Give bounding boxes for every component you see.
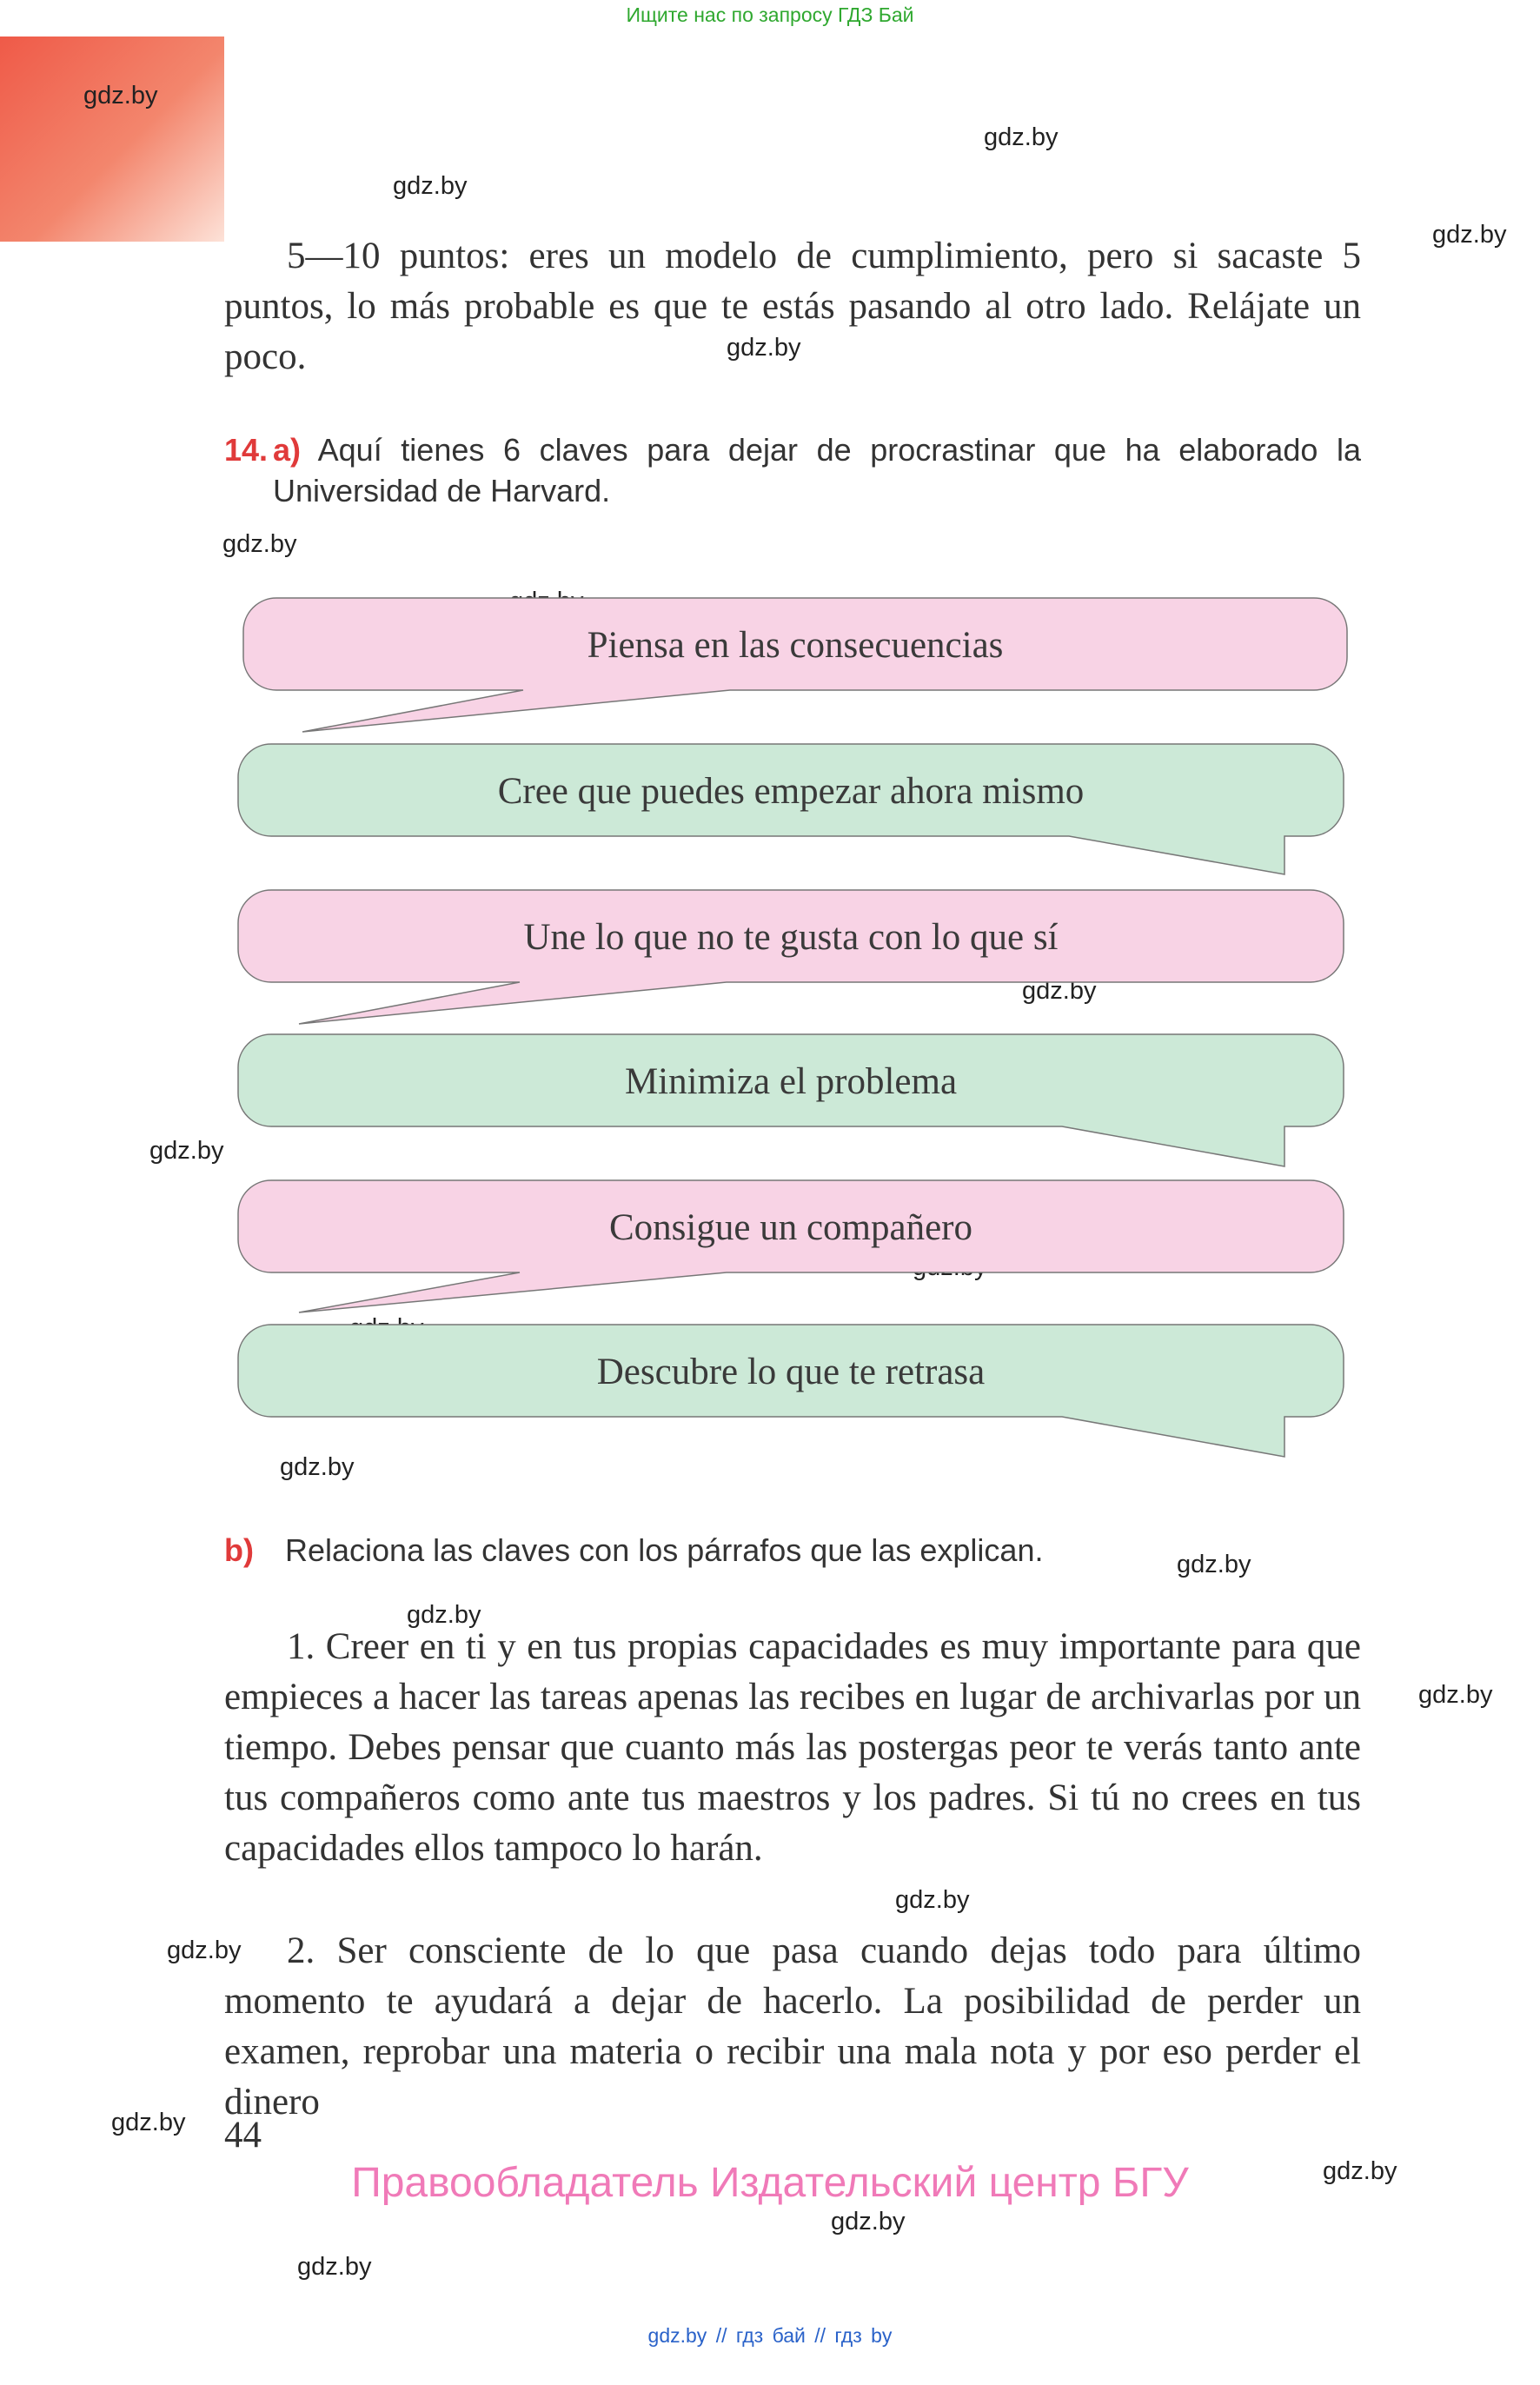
- watermark: gdz.by: [1432, 221, 1507, 249]
- watermark: gdz.by: [297, 2253, 372, 2281]
- key-label-2: Cree que puedes empezar ahora mismo: [497, 771, 1085, 812]
- task-14-part-b: [224, 1530, 1180, 1571]
- copyright-notice: Правообладатель Издательский центр БГУ: [351, 2160, 1189, 2206]
- part-b-text: Relaciona las claves con los párrafos que las explican.: [285, 1532, 1044, 1568]
- paragraph-2: 2. Ser consciente de lo que pasa cuando dejas todo para último momento te ayudará a dejar de hacerlo. La posibilidad de perder un examen, reprobar una materia o recibir una mala nota y por eso perder el dinero: [224, 1930, 1361, 2123]
- watermark: gdz.by: [727, 334, 801, 362]
- key-label-5: Consigue un compañero: [609, 1207, 972, 1248]
- watermark: gdz.by: [167, 1937, 242, 1964]
- watermark: gdz.by: [407, 1601, 481, 1629]
- watermark: gdz.by: [984, 123, 1059, 151]
- key-label-3: Une lo que no te gusta con lo que sí: [523, 917, 1059, 958]
- watermark: gdz.by: [1418, 1681, 1493, 1709]
- part-b-letter: b): [224, 1532, 254, 1568]
- part-a-letter: a): [273, 432, 302, 468]
- watermark: gdz.by: [111, 2109, 186, 2136]
- watermark: gdz.by: [1323, 2157, 1397, 2185]
- watermark: gdz.by: [83, 82, 158, 110]
- intro-paragraph: 5—10 puntos: eres un modelo de cumplimiento, pero si sacaste 5 puntos, lo más probable es que te estás pasando al otro lado. Relájate un poco.: [224, 236, 1361, 377]
- watermark: gdz.by: [393, 172, 468, 200]
- watermark: gdz.by: [831, 2208, 906, 2236]
- watermark: gdz.by: [280, 1453, 355, 1481]
- bottom-links[interactable]: gdz.by // гдз бай // гдз by: [647, 2324, 893, 2347]
- key-label-4: Minimiza el problema: [624, 1061, 958, 1102]
- part-a-text: Aquí tienes 6 claves para dejar de procrastinar que ha elaborado la Universidad de Harvard.: [273, 432, 1362, 508]
- task-number: 14.: [224, 432, 269, 468]
- paragraph-1: 1. Creer en ti y en tus propias capacidades es muy importante para que empieces a hacer las tareas apenas las recibes en lugar de archivarlas por un tiempo. Debes pensar que cuanto más las postergas peor te verás tanto ante tus compañeros como ante tus maestros y los padres. Si tú no crees en tus capacidades ellos tampoco lo harán.: [224, 1626, 1361, 1869]
- top-search-banner: Ищите нас по запросу ГДЗ Бай: [626, 3, 914, 26]
- watermark: gdz.by: [222, 530, 297, 558]
- key-label-1: Piensa en las consecuencias: [587, 625, 1004, 666]
- watermark: gdz.by: [1177, 1551, 1251, 1578]
- watermark: gdz.by: [149, 1137, 224, 1165]
- key-label-6: Descubre lo que te retrasa: [596, 1352, 986, 1392]
- watermark: gdz.by: [1022, 977, 1097, 1005]
- page-number: 44: [224, 2115, 262, 2156]
- watermark: gdz.by: [895, 1886, 970, 1914]
